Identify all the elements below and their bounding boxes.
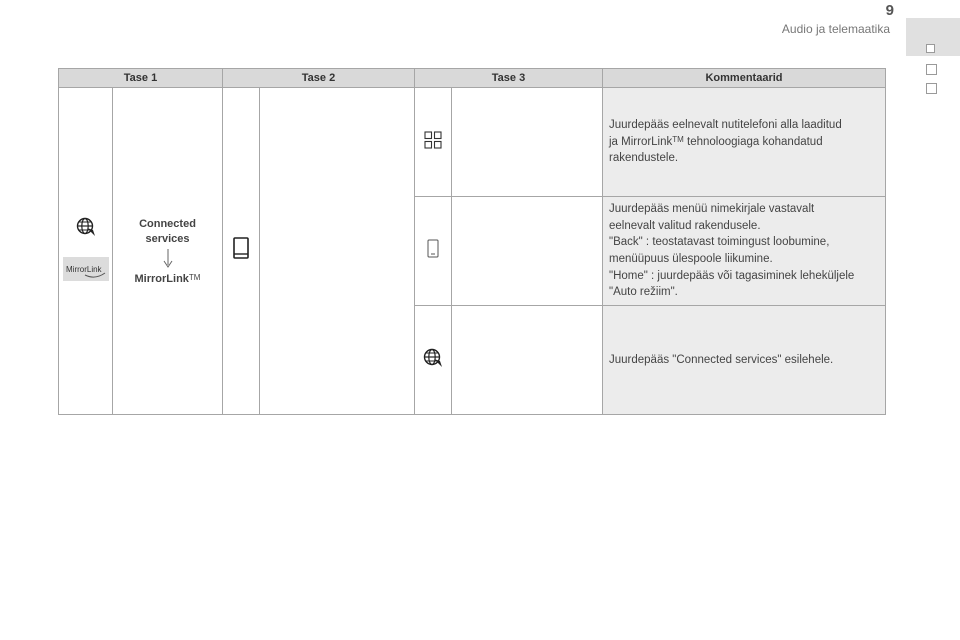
header-level-1: Tase 1 [59, 69, 223, 88]
side-square-icon [926, 83, 937, 94]
level3-icon-cell [415, 88, 452, 197]
comment-cell: Juurdepääs eelnevalt nutitelefoni alla laaditud ja MirrorLink™ tehnoloogiaga kohandatud rakendustele. [603, 88, 886, 197]
comment-cell: Juurdepääs menüü nimekirjale vastavalt eelnevalt valitud rakendusele. "Back" : teostatavast toimingust loobumine, menüüpuus ülespoole liikumine. "Home" : juurdepääs või tagasiminek leheküljele "Auto režiim". [603, 197, 886, 306]
table-row [59, 88, 886, 197]
header-level-3: Tase 3 [415, 69, 603, 88]
side-square-icon [926, 64, 937, 75]
mirrorlink-logo [63, 257, 109, 281]
header-comments: Kommentaarid [603, 69, 886, 88]
level2-label-cell [260, 88, 415, 415]
apps-grid-icon [424, 131, 442, 149]
mirrorlink-label: MirrorLink™ [134, 272, 201, 285]
corner-tab [906, 18, 960, 56]
level2-icon-cell [223, 88, 260, 415]
svg-text:MirrorLink: MirrorLink [65, 265, 102, 274]
level1-label-cell [113, 88, 223, 415]
level1-icon-cell [59, 88, 113, 415]
smartphone-icon [231, 237, 251, 261]
connected-globe-icon [75, 216, 97, 238]
connected-services-label: Connected services [139, 218, 196, 245]
comment-cell: Juurdepääs "Connected services" esilehele. [603, 306, 886, 415]
level3-label-cell [452, 306, 603, 415]
connected-globe-icon [422, 347, 444, 369]
table-header-row [59, 69, 886, 88]
smartphone-icon [426, 239, 440, 259]
level3-icon-cell [415, 197, 452, 306]
level3-label-cell [452, 88, 603, 197]
section-title: Audio ja telemaatika [781, 22, 890, 36]
tab-square-icon [926, 44, 935, 53]
level3-icon-cell [415, 306, 452, 415]
level3-label-cell [452, 197, 603, 306]
menu-table [58, 68, 886, 415]
header-level-2: Tase 2 [223, 69, 415, 88]
arrow-down-icon [162, 249, 174, 269]
page-number: 9 [885, 2, 894, 19]
